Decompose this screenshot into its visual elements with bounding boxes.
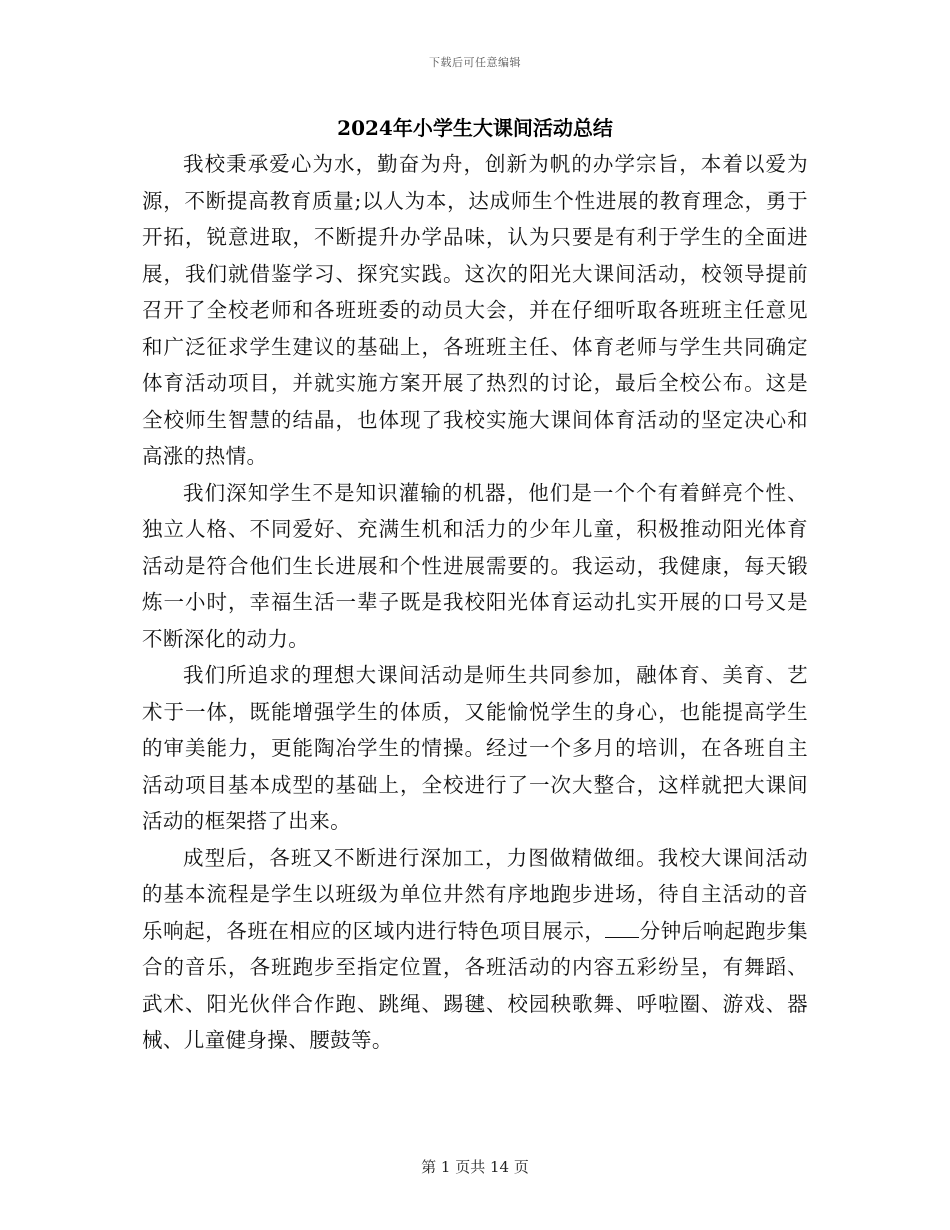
paragraph-4-part-1: 成型后，各班又不断进行深加工，力图做精做细。我校大课间活动的基本流程是学生以班级为单位井然有序地跑步进场，待自主活动的音乐响起，各班在相应的区域内进行特色项目展示， xyxy=(142,845,808,943)
page-number: 第 1 页共 14 页 xyxy=(421,1158,529,1176)
document-title: 2024年小学生大课间活动总结 xyxy=(337,116,613,140)
document-body xyxy=(142,146,808,1059)
page-header-note: 下载后可任意编辑 xyxy=(429,56,521,69)
paragraph-3: 我们所追求的理想大课间活动是师生共同参加，融体育、美育、艺术于一体，既能增强学生的体质，又能愉悦学生的身心，也能提高学生的审美能力，更能陶冶学生的情操。经过一个多月的培训，在各班自主活动项目基本成型的基础上，全校进行了一次大整合，这样就把大课间活动的框架搭了出来。 xyxy=(142,663,808,833)
paragraph-1: 我校秉承爱心为水，勤奋为舟，创新为帆的办学宗旨，本着以爱为源，不断提高教育质量;以人为本，达成师生个性进展的教育理念，勇于开拓，锐意进取，不断提升办学品味，认为只要是有利于学生的全面进展，我们就借鉴学习、探究实践。这次的阳光大课间活动，校领导提前召开了全校老师和各班班委的动员大会，并在仔细听取各班班主任意见和广泛征求学生建议的基础上，各班班主任、体育老师与学生共同确定体育活动项目，并就实施方案开展了热烈的讨论，最后全校公布。这是全校师生智慧的结晶，也体现了我校实施大课间体育活动的坚定决心和高涨的热情。 xyxy=(142,152,808,468)
fill-in-blank xyxy=(605,919,639,938)
paragraph-4 xyxy=(142,840,808,1059)
paragraph-2: 我们深知学生不是知识灌输的机器，他们是一个个有着鲜亮个性、独立人格、不同爱好、充满生机和活力的少年儿童，积极推动阳光体育活动是符合他们生长进展和个性进展需要的。我运动，我健康，每天锻炼一小时，幸福生活一辈子既是我校阳光体育运动扎实开展的口号又是不断深化的动力。 xyxy=(142,480,808,651)
paragraph-4-part-2: 分钟后响起跑步集合的音乐，各班跑步至指定位置，各班活动的内容五彩纷呈，有舞蹈、武术、阳光伙伴合作跑、跳绳、踢毽、校园秧歌舞、呼啦圈、游戏、器械、儿童健身操、腰鼓等。 xyxy=(142,918,808,1052)
